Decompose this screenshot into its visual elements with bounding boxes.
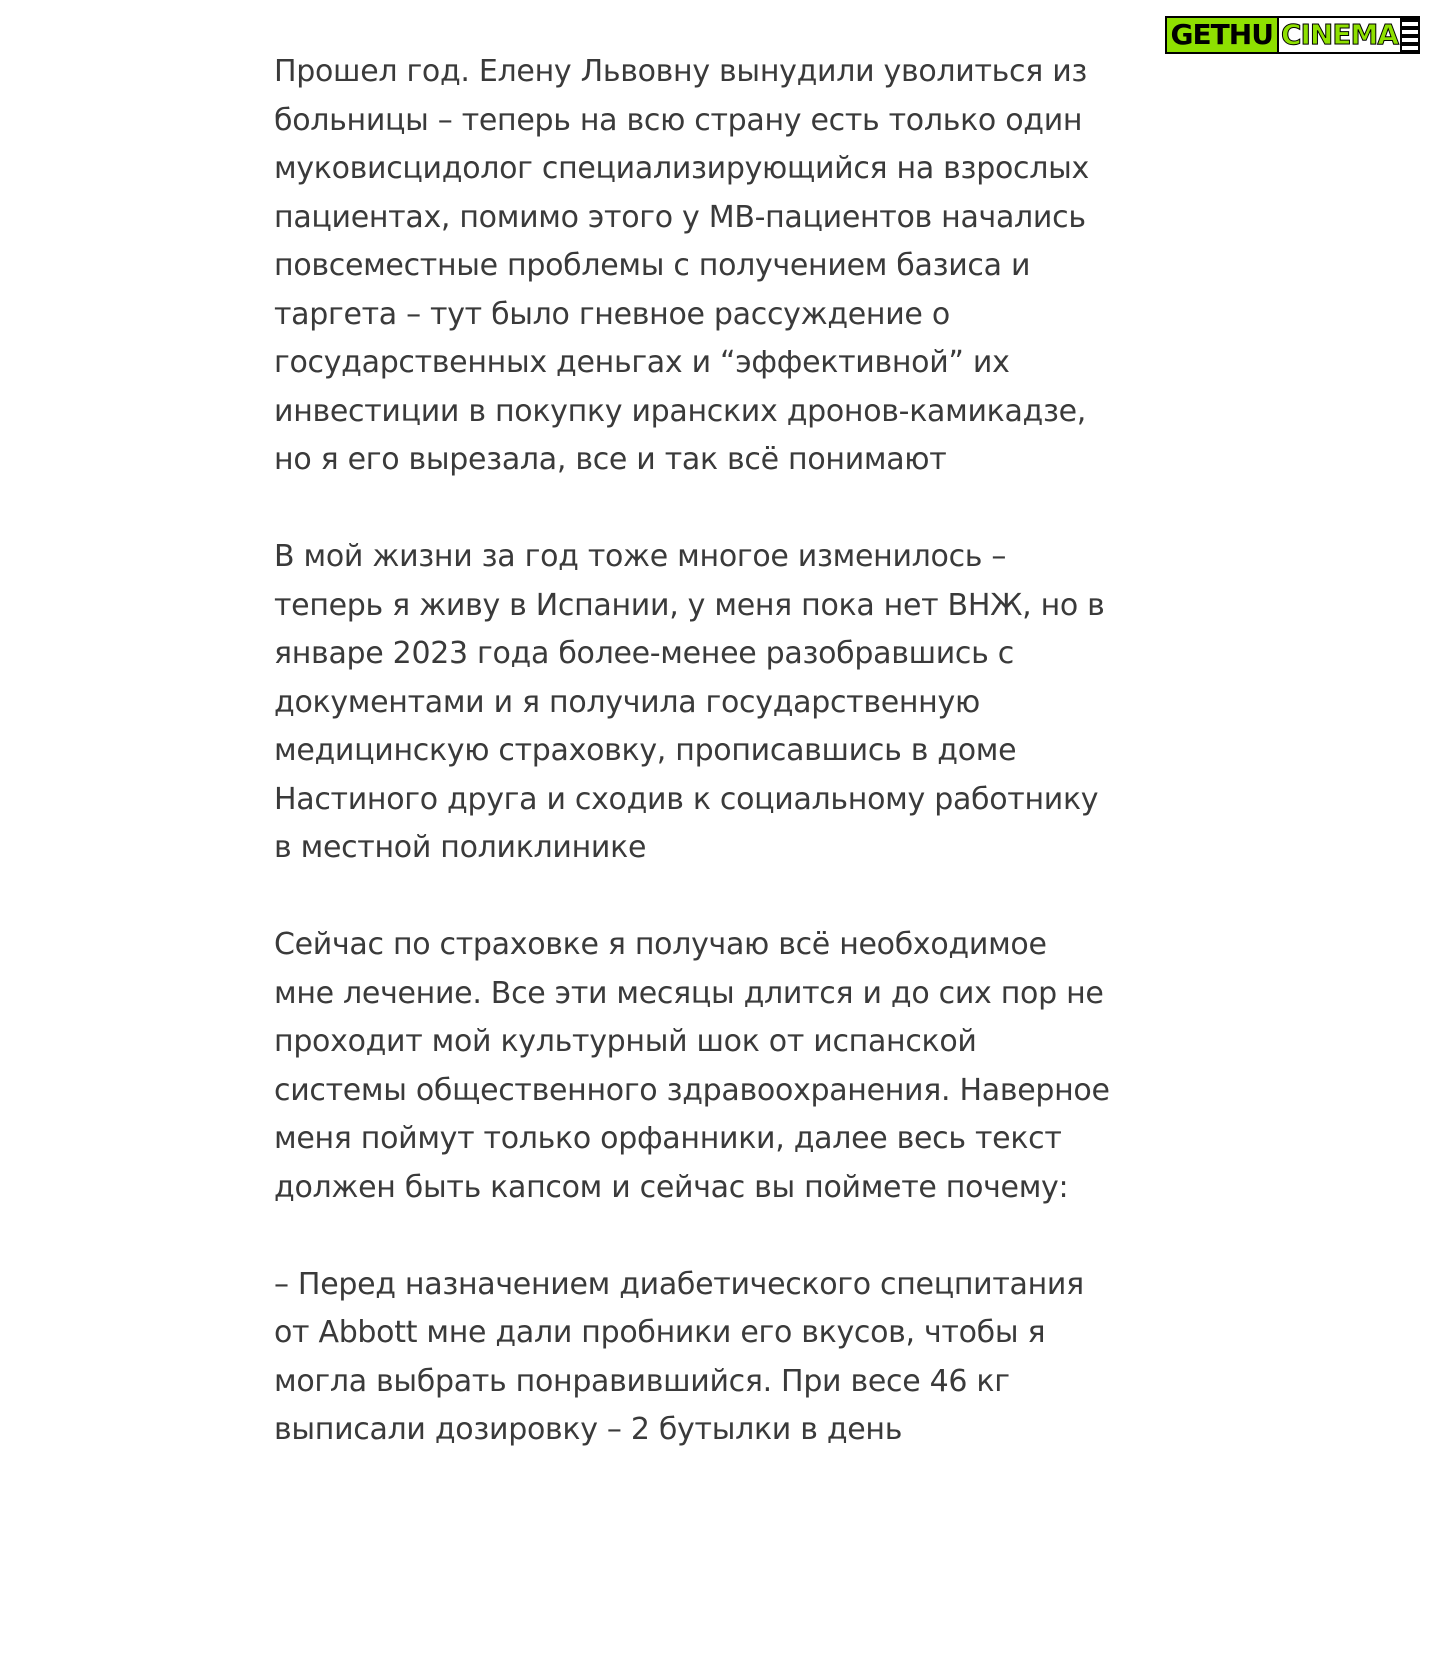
paragraph-3: Сейчас по страховке я получаю всё необходимое мне лечение. Все эти месяцы длится и до сих пор не проходит мой культурный шок от испанской системы общественного здравоохранения. Наверное меня поймут только орфанники, далее весь текст должен быть капсом и сейчас вы поймете почему: (274, 927, 1110, 1205)
article-body (274, 48, 1114, 1455)
watermark-text-part-a: GETHU (1165, 16, 1279, 54)
paragraph-4: – Перед назначением диабетического спецпитания от Abbott мне дали пробники его вкусов, чтобы я могла выбрать понравившийся. При весе 46 кг выписали дозировку – 2 бутылки в день (274, 1266, 1084, 1447)
film-strip-icon (1400, 16, 1420, 54)
paragraph-1: Прошел год. Елену Львовну вынудили уволиться из больницы – теперь на всю страну есть только один муковисцидолог специализирующийся на взрослых пациентах, помимо этого у МВ-пациентов начались повсеместные проблемы с получением базиса и таргета – тут было гневное рассуждение о государственных деньгах и “эффективной” их инвестиции в покупку иранских дронов-камикадзе, но я его вырезала, все и так всё понимают (274, 54, 1089, 477)
watermark-logo (1155, 10, 1428, 60)
watermark-text-part-b: CINEMA (1279, 16, 1400, 54)
paragraph-2: В мой жизни за год тоже многое изменилось – теперь я живу в Испании, у меня пока нет ВНЖ, но в январе 2023 года более-менее разобравшись с документами и я получила государственную медицинскую страховку, прописавшись в доме Настиного друга и сходив к социальному работнику в местной поликлинике (274, 539, 1105, 865)
